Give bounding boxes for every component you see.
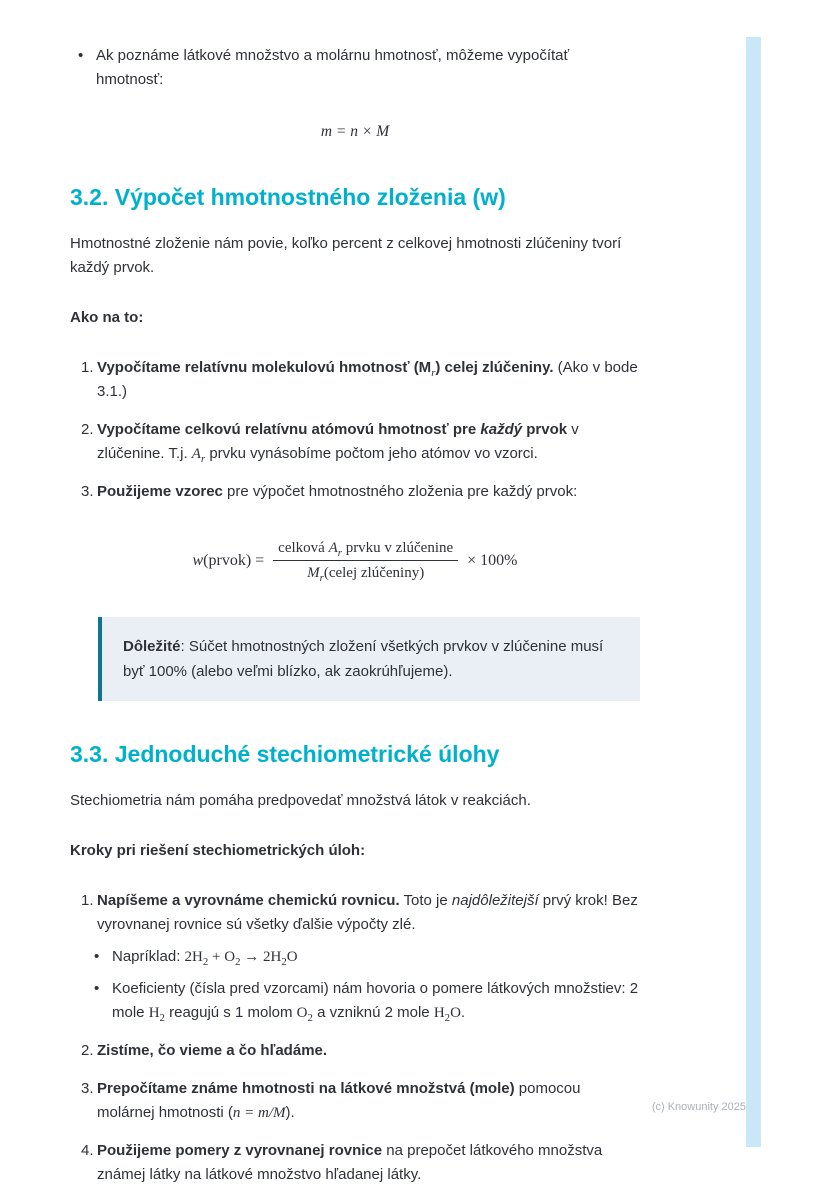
text-segment: Koeficienty (čísla pred vzorcami) nám hovoria o pomere látkových množstiev: 2 mole (112, 980, 639, 1021)
section-3-3-heading: 3.3. Jednoduché stechiometrické úlohy (70, 741, 500, 767)
chemical-formula (433, 1005, 461, 1024)
text-segment: Toto je (399, 892, 452, 909)
math-text: H (433, 1005, 445, 1021)
math-text: O (286, 949, 298, 965)
section-3-2-steps (70, 356, 640, 504)
section-3-3-subheading: Kroky pri riešení stechiometrických úloh: (70, 842, 366, 859)
important-callout (98, 617, 640, 701)
callout-label: Dôležité (123, 638, 181, 655)
list-item (70, 480, 640, 504)
text-segment: každý (480, 421, 523, 438)
text-segment: v zlúčenine. T.j. (97, 421, 579, 462)
formula-mass (70, 120, 640, 144)
list-number: 2. (81, 1042, 94, 1059)
document-content (70, 44, 640, 1187)
list-item (70, 1039, 640, 1063)
text-segment: najdôležitejší (451, 892, 539, 909)
list-item-text (97, 356, 640, 404)
math-text: 2H (184, 949, 203, 965)
list-item (70, 418, 640, 466)
section-3-2-heading: 3.2. Výpočet hmotnostného zloženia (w) (70, 184, 506, 210)
math-text: (celej zlúčeniny) (323, 565, 425, 581)
sub-list-item (94, 977, 640, 1025)
chemical-equation (184, 949, 298, 968)
list-item (70, 1139, 640, 1187)
subscript: r (337, 547, 342, 559)
section-3-3-steps (70, 889, 640, 1187)
list-number: 3. (81, 1080, 94, 1097)
chemical-formula (148, 1005, 165, 1024)
list-item-text (97, 889, 640, 937)
intro-bullet-text: Ak poznáme látkové množstvo a molárnu hmotnosť, môžeme vypočítať hmotnosť: (96, 47, 570, 88)
callout-text: : Súčet hmotnostných zložení všetkých prvkov v zlúčenine musí byť 100% (alebo veľmi blízko, ak zaokrúhľujeme). (123, 638, 604, 680)
text-segment: Použijeme vzorec (97, 483, 223, 500)
section-3-3-intro: Stechiometria nám pomáha predpovedať množstvá látok v reakciách. (70, 792, 531, 809)
list-item (70, 356, 640, 404)
math-variable: w (192, 551, 204, 569)
text-segment: prvok (522, 421, 568, 438)
text-segment: prvku vynásobíme počtom jeho atómov vo vzorci. (205, 445, 538, 462)
math-text: (prvok) = (203, 551, 265, 569)
subscript: r (200, 453, 206, 465)
math-text: O (296, 1005, 308, 1021)
subscript: 2 (202, 956, 209, 968)
bullet-icon: • (94, 948, 100, 965)
list-item-text (97, 418, 640, 466)
math-text: O (450, 1005, 461, 1021)
text-segment: Napíšeme a vyrovnáme chemickú rovnicu. (97, 892, 400, 909)
list-item-text (97, 1039, 640, 1063)
text-segment: ). (285, 1104, 295, 1121)
list-item-text (97, 480, 640, 504)
text-segment: Zistíme, čo vieme a čo hľadáme. (97, 1042, 328, 1059)
section-3-2-intro: Hmotnostné zloženie nám povie, koľko percent z celkovej hmotnosti zlúčeniny tvorí každý prvok. (70, 235, 622, 276)
subscript: r (319, 572, 324, 584)
text-segment: Vypočítame celkovú relatívnu atómovú hmotnosť pre (97, 421, 481, 438)
list-item-text (97, 1139, 640, 1187)
math-text: × 100% (467, 551, 518, 569)
math-text: → 2H (240, 949, 282, 965)
math-text: n = m/M (232, 1105, 286, 1121)
text-segment: pre výpočet hmotnostného zloženia pre každý prvok: (222, 483, 578, 500)
list-item-text (112, 977, 640, 1025)
text-segment: a vzniknú 2 mole (312, 1004, 434, 1021)
formula-mass-text: m = n × M (320, 123, 390, 140)
text-segment: ) celej zlúčeniny. (435, 359, 554, 376)
math-text: celková (278, 540, 329, 556)
text-segment: reagujú s 1 molom (164, 1004, 297, 1021)
list-item-row (70, 889, 640, 937)
bullet-icon: • (78, 47, 84, 64)
text-segment: Vypočítame relatívnu molekulovú hmotnosť (M (97, 359, 432, 376)
subscript: r (431, 367, 436, 379)
list-number: 2. (81, 421, 94, 438)
list-item-text (112, 945, 640, 969)
list-number: 1. (81, 892, 94, 909)
intro-bullet-item (70, 44, 640, 92)
fraction-numerator (273, 538, 458, 561)
bullet-icon: • (94, 980, 100, 997)
math-text: + O (208, 949, 236, 965)
list-number: 4. (81, 1142, 94, 1159)
text-segment: prvý krok! Bez vyrovnanej rovnice sú všetky ďalšie výpočty zlé. (97, 892, 638, 933)
subscript: 2 (235, 956, 241, 968)
sub-list-item (94, 945, 640, 969)
math-text: prvku v zlúčenine (341, 540, 454, 556)
text-segment: Prepočítame známe hmotnosti na látkové množstvá (mole) (97, 1080, 515, 1097)
text-segment: (Ako v bode 3.1.) (97, 359, 638, 400)
list-item (70, 889, 640, 1025)
list-number: 1. (81, 359, 94, 376)
text-segment: na prepočet látkového množstva známej látky na látkové množstvo hľadanej látky. (97, 1142, 603, 1183)
text-segment: Použijeme pomery z vyrovnanej rovnice (97, 1142, 383, 1159)
math-variable: A (328, 540, 338, 556)
text-segment: . (460, 1004, 466, 1021)
list-item-text (97, 1077, 640, 1125)
section-3-2-subheading: Ako na to: (70, 309, 144, 326)
math-variable: M (307, 565, 320, 581)
subscript: 2 (159, 1012, 165, 1024)
text-segment: Napríklad: (112, 948, 185, 965)
math-text: H (148, 1005, 160, 1021)
chemical-formula (296, 1005, 313, 1024)
math-variable: A (191, 446, 201, 462)
subscript: 2 (281, 956, 287, 968)
watermark: (c) Knowunity 2025 (651, 1101, 746, 1113)
subscript: 2 (307, 1012, 313, 1024)
text-segment: pomocou molárnej hmotnosti ( (97, 1080, 581, 1121)
fraction-denominator (307, 561, 424, 583)
list-item (70, 1077, 640, 1125)
formula-mass-percent (70, 538, 640, 583)
sub-bullet-list (70, 945, 640, 1025)
fraction (273, 538, 458, 583)
list-number: 3. (81, 483, 94, 500)
subscript: 2 (444, 1012, 451, 1024)
page-edge-decoration (746, 37, 761, 1147)
